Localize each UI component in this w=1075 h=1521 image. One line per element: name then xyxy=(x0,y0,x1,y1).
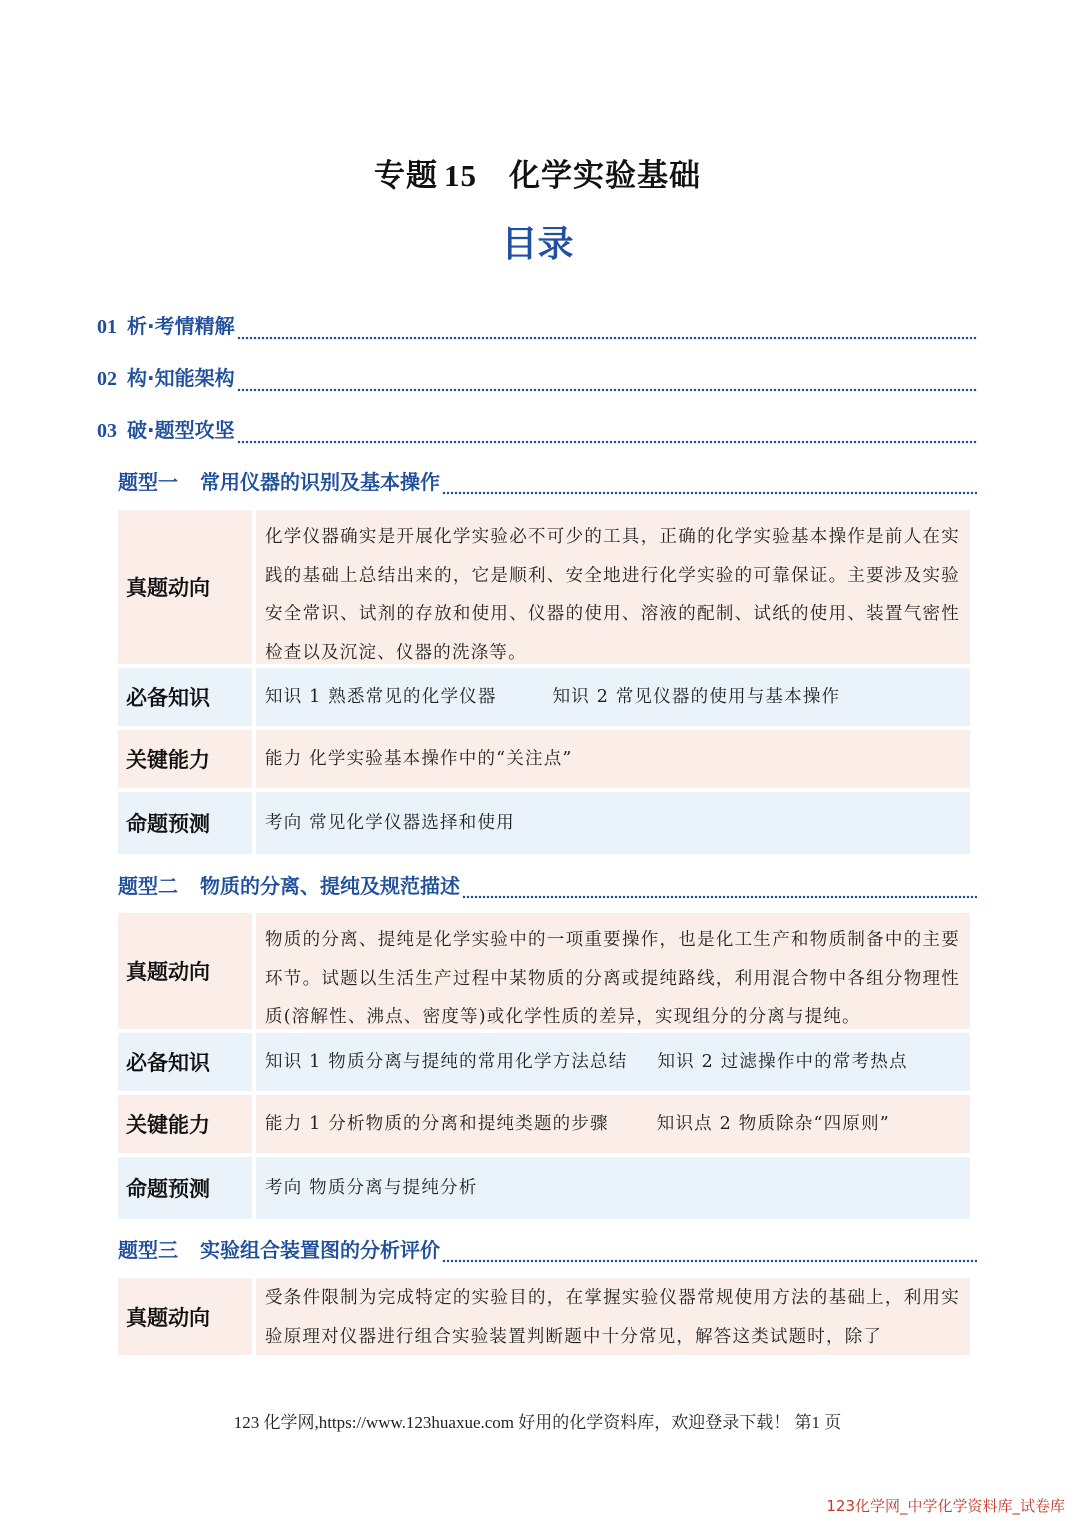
row-head: 命题预测 xyxy=(118,792,252,854)
row-content: 知识 1 熟悉常见的化学仪器 知识 2 常见仪器的使用与基本操作 xyxy=(256,668,970,726)
dot-leader xyxy=(237,318,977,340)
row-head: 关键能力 xyxy=(118,730,252,788)
row-head: 必备知识 xyxy=(118,1033,252,1091)
title-number: 15 xyxy=(444,158,477,193)
row-content: 考向 物质分离与提纯分析 xyxy=(256,1157,970,1219)
page-footer: 123 化学网,https://www.123huaxue.com 好用的化学资料库，欢迎登录下载！ 第1 页 xyxy=(233,1413,842,1432)
row-content: 考向 常见化学仪器选择和使用 xyxy=(256,792,970,854)
type1-row-bibei xyxy=(118,668,970,726)
type1-row-mingti xyxy=(118,792,970,854)
row-content: 物质的分离、提纯是化学实验中的一项重要操作，也是化工生产和物质制备中的主要环节。试题以生活生产过程中某物质的分离或提纯路线，利用混合物中各组分物理性质(溶解性、沸点、密度等)或化学性质的差异，实现组分的分离与提纯。 xyxy=(256,913,970,1029)
type2-row-guanjian xyxy=(118,1095,970,1153)
dot-leader xyxy=(442,1241,977,1263)
row-content: 化学仪器确实是开展化学实验必不可少的工具，正确的化学实验基本操作是前人在实践的基础上总结出来的，它是顺利、安全地进行化学实验的可靠保证。主要涉及实验安全常识、试剂的存放和使用、仪器的使用、溶液的配制、试纸的使用、装置气密性检查以及沉淀、仪器的洗涤等。 xyxy=(256,510,970,664)
row-content: 受条件限制为完成特定的实验目的，在掌握实验仪器常规使用方法的基础上，利用实验原理对仪器进行组合实验装置判断题中十分常见，解答这类试题时，除了 xyxy=(256,1278,970,1355)
row-head: 真题动向 xyxy=(118,1278,252,1355)
type3-row-zhenti xyxy=(118,1278,970,1355)
toc-entry-02[interactable]: 02 构·知能架构 xyxy=(97,362,977,392)
type2-row-zhenti xyxy=(118,913,970,1029)
title-prefix: 专题 xyxy=(374,158,438,194)
type2-row-mingti xyxy=(118,1157,970,1219)
row-content: 能力 化学实验基本操作中的“关注点” xyxy=(256,730,970,788)
toc-entry-03[interactable]: 03 破·题型攻坚 xyxy=(97,414,977,444)
toc-heading: 目录 xyxy=(501,224,574,265)
dot-leader xyxy=(442,473,977,495)
dot-leader xyxy=(237,422,977,444)
title-name: 化学实验基础 xyxy=(509,158,701,194)
toc-type-3[interactable]: 题型三 实验组合装置图的分析评价 xyxy=(118,1233,977,1263)
type1-row-guanjian xyxy=(118,730,970,788)
toc-type-2[interactable]: 题型二 物质的分离、提纯及规范描述 xyxy=(118,869,977,899)
row-head: 必备知识 xyxy=(118,668,252,726)
row-content: 能力 1 分析物质的分离和提纯类题的步骤 知识点 2 物质除杂“四原则” xyxy=(256,1095,970,1153)
type1-row-zhenti xyxy=(118,510,970,664)
dot-leader xyxy=(462,877,977,899)
row-head: 命题预测 xyxy=(118,1157,252,1219)
row-head: 真题动向 xyxy=(118,913,252,1029)
document-title xyxy=(0,150,1075,195)
toc-entry-01[interactable]: 01 析·考情精解 xyxy=(97,310,977,340)
row-content: 知识 1 物质分离与提纯的常用化学方法总结 知识 2 过滤操作中的常考热点 xyxy=(256,1033,970,1091)
dot-leader xyxy=(237,370,977,392)
type2-row-bibei xyxy=(118,1033,970,1091)
row-head: 真题动向 xyxy=(118,510,252,664)
watermark: 123化学网_中学化学资料库_试卷库 xyxy=(826,1497,1065,1515)
toc-type-1[interactable]: 题型一 常用仪器的识别及基本操作 xyxy=(118,465,977,495)
row-head: 关键能力 xyxy=(118,1095,252,1153)
